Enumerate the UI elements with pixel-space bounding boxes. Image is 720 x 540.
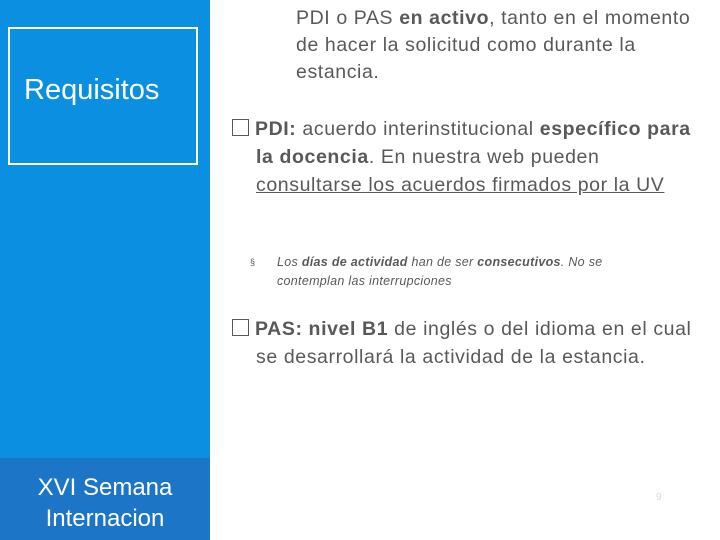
intro-bold: en activo bbox=[399, 7, 490, 29]
pdi-text-1: acuerdo interinstitucional bbox=[296, 118, 540, 140]
sub-text-3: . No se contemplan las interrupciones bbox=[277, 255, 603, 288]
intro-text-2: , tanto en el momento de hacer la solicitud como durante la estancia. bbox=[296, 7, 691, 83]
pas-bullet bbox=[232, 315, 706, 371]
pdi-bold: específico para la docencia bbox=[256, 118, 691, 168]
intro-paragraph bbox=[296, 5, 706, 86]
sub-text-1: Los bbox=[277, 255, 302, 269]
pas-label: PAS: nivel B1 bbox=[255, 318, 389, 340]
agreements-link[interactable]: consultarse los acuerdos firmados por la UV bbox=[256, 174, 665, 196]
sub-text-2: han de ser bbox=[407, 255, 478, 269]
footer-line-2: Internacion bbox=[45, 505, 165, 533]
pdi-text-2: . En nuestra web pueden bbox=[368, 146, 600, 168]
footer-line-1: XVI Semana bbox=[37, 474, 173, 501]
section-title: Requisitos bbox=[24, 74, 160, 106]
pas-text: de inglés o del idioma en el cual se desarrollará la actividad de la estancia. bbox=[256, 318, 692, 368]
pdi-sub-bullet bbox=[250, 253, 670, 291]
checkbox-icon bbox=[232, 319, 249, 336]
bullet-marker: § bbox=[250, 257, 256, 267]
sub-bullet-text bbox=[250, 253, 670, 291]
sub-bold-2: consecutivos bbox=[477, 255, 561, 269]
intro-text-1: PDI o PAS bbox=[296, 7, 400, 29]
pdi-bullet bbox=[232, 115, 706, 199]
checkbox-icon bbox=[232, 119, 249, 136]
sub-bold-1: días de actividad bbox=[301, 255, 408, 269]
footer-banner bbox=[0, 472, 210, 534]
pdi-label: PDI: bbox=[255, 118, 297, 140]
page-number: 9 bbox=[656, 492, 662, 503]
